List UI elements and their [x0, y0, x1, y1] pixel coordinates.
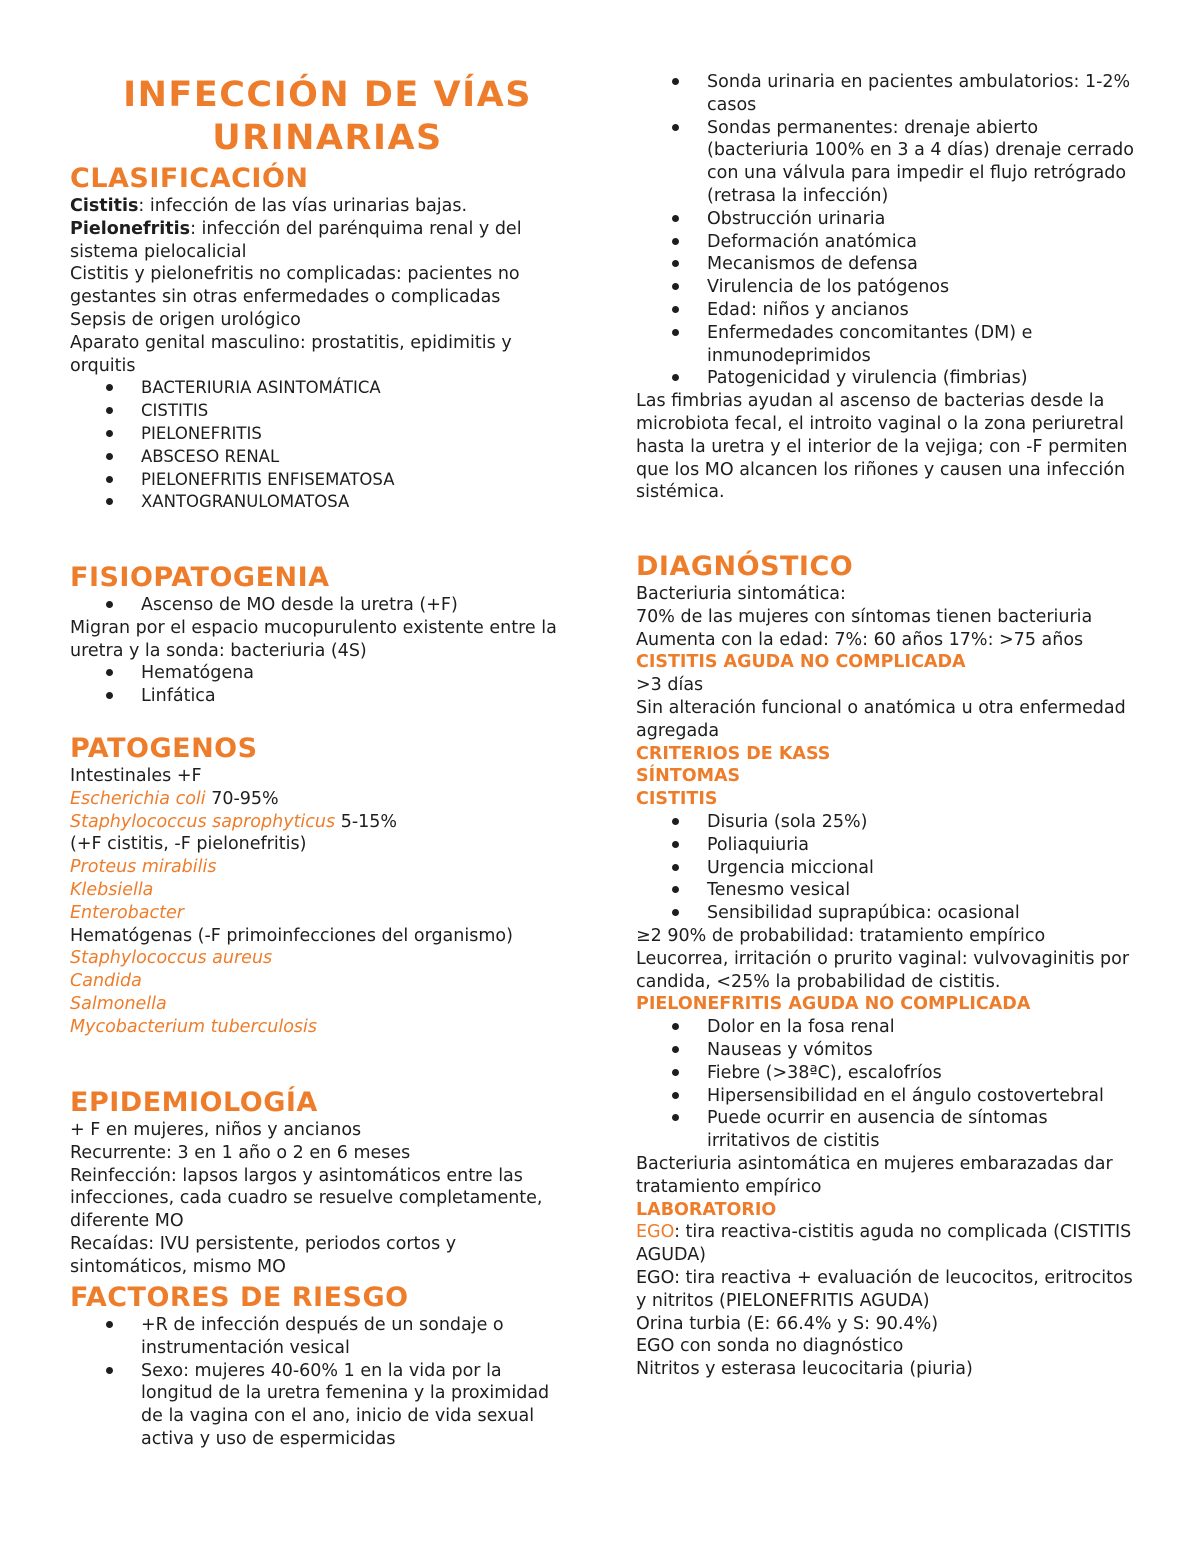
list-item: Ascenso de MO desde la uretra (+F) [70, 594, 565, 617]
subheading: CISTITIS [636, 789, 718, 810]
fisiopatogenia-section [70, 562, 565, 708]
paragraph: + F en mujeres, niños y ancianos [70, 1120, 362, 1140]
paragraph: Bacteriuria sintomática: [636, 584, 846, 604]
fisiopatogenia-heading: FISIOPATOGENIA [70, 562, 330, 593]
paragraph: Leucorrea, irritación o prurito vaginal: vulvovaginitis por candida, <25% la probabilidad de cistitis. [636, 948, 1130, 992]
list-item: Virulencia de los patógenos [636, 276, 1136, 299]
list-item: PIELONEFRITIS ENFISEMATOSA [70, 469, 565, 492]
pathogen-line: Staphylococcus saprophyticus 5-15% [70, 811, 398, 832]
paragraph: >3 días [636, 675, 704, 696]
epidemiologia-section [70, 1087, 565, 1279]
paragraph: Sin alteración funcional o anatómica u otra enfermedad agregada [636, 697, 1126, 741]
list-item: Mecanismos de defensa [636, 253, 1136, 276]
paragraph: Bacteriuria asintomática en mujeres embarazadas dar tratamiento empírico [636, 1153, 1113, 1197]
paragraph: EGO con sonda no diagnóstico [636, 1336, 904, 1357]
paragraph: EGO: tira reactiva + evaluación de leucocitos, eritrocitos y nitritos (PIELONEFRITIS AGUDA) [636, 1267, 1133, 1311]
list-item: Sensibilidad suprapúbica: ocasional [636, 902, 1136, 925]
list-item: Hipersensibilidad en el ángulo costovertebral [636, 1085, 1136, 1108]
subheading: CRITERIOS DE KASS [636, 743, 831, 764]
clasificacion-heading: CLASIFICACIÓN [70, 163, 309, 194]
fimbrias-paragraph: Las fimbrias ayudan al ascenso de bacterias desde la microbiota fecal, el introito vaginal o la zona periuretral hasta la uretra y el interior de la vejiga; con -F permiten que los MO alcancen los riñones y causen una infección sistémica. [636, 391, 1128, 503]
list-item: Deformación anatómica [636, 231, 1136, 254]
list-item: Edad: niños y ancianos [636, 299, 1136, 322]
list-item: ABSCESO RENAL [70, 446, 565, 469]
list-item: XANTOGRANULOMATOSA [70, 491, 565, 514]
cistitis-definition: Cistitis: infección de las vías urinarias bajas. [70, 196, 468, 216]
paragraph: ≥2 90% de probabilidad: tratamiento empírico [636, 925, 1046, 946]
patogenos-heading: PATOGENOS [70, 733, 258, 764]
paragraph: 70% de las mujeres con síntomas tienen bacteriuria [636, 606, 1093, 627]
pathogen-name: Salmonella [70, 993, 167, 1014]
paragraph: Aumenta con la edad: 7%: 60 años 17%: >75 años [636, 629, 1084, 650]
factores-continued [636, 71, 1136, 504]
list-item: Urgencia miccional [636, 857, 1136, 880]
pathogen-name: Staphylococcus aureus [70, 948, 273, 969]
subheading: LABORATORIO [636, 1199, 777, 1220]
list-item: Puede ocurrir en ausencia de síntomas irritativos de cistitis [636, 1107, 1136, 1153]
page-title: INFECCIÓN DE VÍAS URINARIAS [123, 75, 532, 158]
pathogen-name: Enterobacter [70, 902, 184, 923]
paragraph: Migran por el espacio mucopurulento existente entre la uretra y la sonda: bacteriuria (4S) [70, 617, 557, 661]
subheading: SÍNTOMAS [636, 766, 741, 787]
list-item: BACTERIURIA ASINTOMÁTICA [70, 377, 565, 400]
pathogen-name: Klebsiella [70, 879, 154, 900]
subheading: CISTITIS AGUDA NO COMPLICADA [636, 652, 966, 673]
list-item: Dolor en la fosa renal [636, 1016, 1136, 1039]
list-item: Enfermedades concomitantes (DM) e inmunodeprimidos [636, 322, 1136, 368]
pathogen-line: Escherichia coli 70-95% [70, 788, 279, 809]
paragraph: Cistitis y pielonefritis no complicadas: pacientes no gestantes sin otras enfermedades o complicadas [70, 264, 520, 308]
list-item: CISTITIS [70, 400, 565, 423]
cistitis-term: Cistitis [70, 196, 139, 216]
subheading: PIELONEFRITIS AGUDA NO COMPLICADA [636, 994, 1031, 1015]
diagnostico-section [636, 551, 1136, 1381]
pielonefritis-term: Pielonefritis [70, 218, 191, 239]
diagnostico-heading: DIAGNÓSTICO [636, 551, 854, 582]
paragraph: Orina turbia (E: 66.4% y S: 90.4%) [636, 1313, 939, 1334]
paragraph: Recurrente: 3 en 1 año o 2 en 6 meses [70, 1142, 411, 1163]
paragraph: Sepsis de origen urológico [70, 309, 301, 330]
clasificacion-list [70, 377, 565, 514]
paragraph: (+F cistitis, -F pielonefritis) [70, 834, 307, 855]
ego-label: EGO [636, 1222, 675, 1243]
factores-section [70, 1282, 565, 1451]
paragraph: Nitritos y esterasa leucocitaria (piuria) [636, 1359, 973, 1380]
list-item: Fiebre (>38ªC), escalofríos [636, 1062, 1136, 1085]
epidemiologia-heading: EPIDEMIOLOGÍA [70, 1087, 318, 1118]
paragraph: Reinfección: lapsos largos y asintomáticos entre las infecciones, cada cuadro se resuelve completamente, diferente MO [70, 1165, 543, 1232]
paragraph: Intestinales +F [70, 766, 202, 786]
list-item: Sonda urinaria en pacientes ambulatorios: 1-2% casos [636, 71, 1136, 117]
clasificacion-section [70, 163, 565, 514]
list-item: Disuria (sola 25%) [636, 811, 1136, 834]
list-item: Poliaquiuria [636, 834, 1136, 857]
paragraph: EGO: tira reactiva-cistitis aguda no complicada (CISTITIS AGUDA) [636, 1222, 1132, 1266]
list-item: Sexo: mujeres 40-60% 1 en la vida por la longitud de la uretra femenina y la proximidad de la vagina con el ano, inicio de vida sexual activa y uso de espermicidas [70, 1360, 565, 1451]
list-item: +R de infección después de un sondaje o instrumentación vesical [70, 1314, 565, 1360]
list-item: Obstrucción urinaria [636, 208, 1136, 231]
pathogen-name: Candida [70, 971, 142, 992]
pathogen-name: Mycobacterium tuberculosis [70, 1016, 318, 1037]
list-item: Nauseas y vómitos [636, 1039, 1136, 1062]
pathogen-name: Proteus mirabilis [70, 857, 217, 878]
list-item: Hematógena [70, 662, 565, 685]
paragraph: Aparato genital masculino: prostatitis, epidimitis y orquitis [70, 332, 512, 376]
list-item: Sondas permanentes: drenaje abierto (bacteriuria 100% en 3 a 4 días) drenaje cerrado con una válvula para impedir el flujo retrógrado (retrasa la infección) [636, 117, 1136, 208]
paragraph: Recaídas: IVU persistente, periodos cortos y sintomáticos, mismo MO [70, 1233, 457, 1277]
list-item: PIELONEFRITIS [70, 423, 565, 446]
factores-heading: FACTORES DE RIESGO [70, 1282, 409, 1313]
list-item: Tenesmo vesical [636, 879, 1136, 902]
list-item: Linfática [70, 685, 565, 708]
patogenos-section [70, 733, 565, 1039]
paragraph: Hematógenas (-F primoinfecciones del organismo) [70, 925, 513, 946]
list-item: Patogenicidad y virulencia (fimbrias) [636, 367, 1136, 390]
pielonefritis-definition: Pielonefritis: infección del parénquima renal y del sistema pielocalicial [70, 218, 522, 262]
